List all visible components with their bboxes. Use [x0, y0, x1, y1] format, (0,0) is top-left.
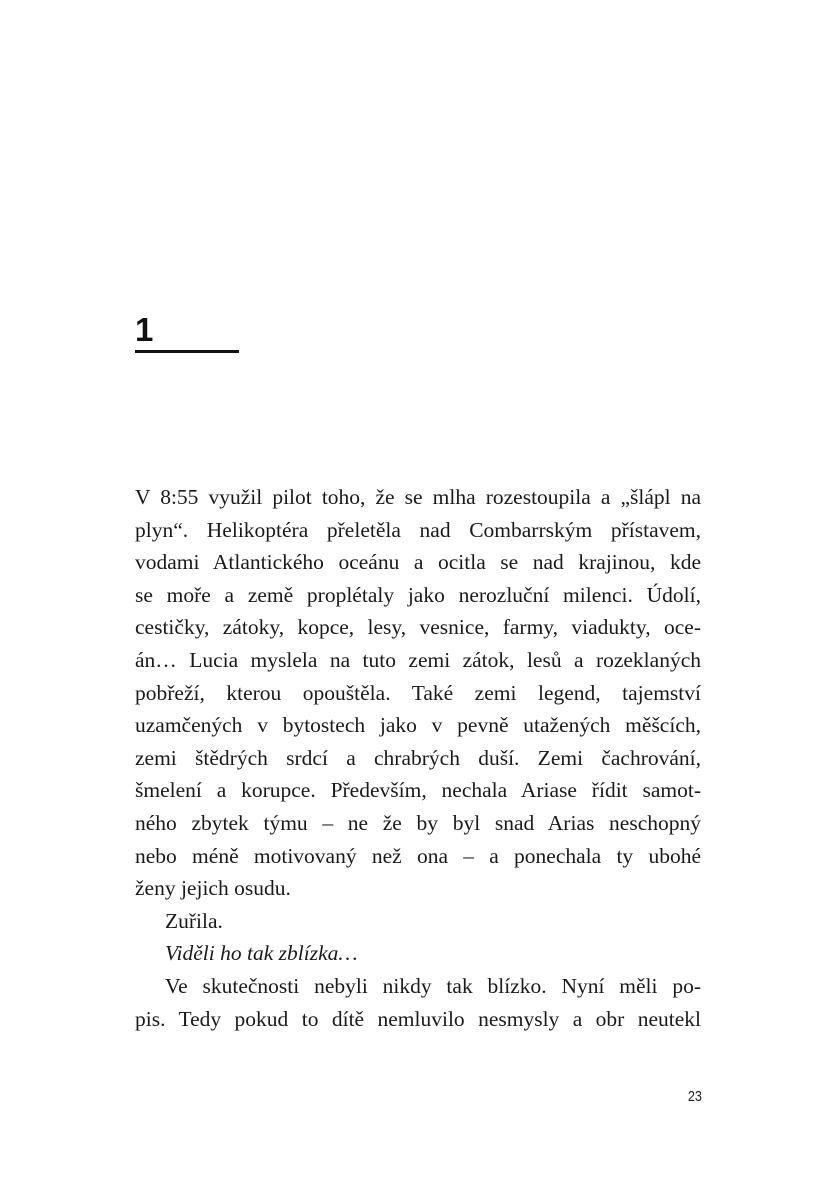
- text-line: cestičky, zátoky, kopce, lesy, vesnice, farmy, viadukty, oce-: [135, 615, 701, 640]
- text-line: nebo méně motivovaný než ona – a ponechala ty ubohé: [135, 843, 701, 868]
- text-line: plyn“. Helikoptéra přeletěla nad Combarrským přístavem,: [135, 517, 701, 542]
- text-line: se moře a země proplétaly jako nerozluční milenci. Údolí,: [135, 582, 701, 607]
- text-line: ženy jejich osudu.: [135, 876, 291, 901]
- text-line: vodami Atlantického oceánu a ocitla se nad krajinou, kde: [135, 550, 701, 575]
- body-text: [135, 481, 701, 1035]
- chapter-underline: [135, 350, 239, 353]
- text-line: pis. Tedy pokud to dítě nemluvilo nesmysly a obr neutekl: [135, 1006, 701, 1031]
- text-line: Zuřila.: [165, 908, 223, 933]
- text-line: pobřeží, kterou opouštěla. Také zemi legend, tajemství: [135, 680, 701, 705]
- text-line: án… Lucia myslela na tuto zemi zátok, lesů a rozeklaných: [135, 647, 701, 672]
- page-number: 23: [687, 1088, 702, 1105]
- text-line: ného zbytek týmu – ne že by byl snad Arias neschopný: [135, 810, 701, 835]
- text-line: šmelení a korupce. Především, nechala Ariase řídit samot-: [135, 778, 701, 803]
- text-line: zemi štědrých srdcí a chrabrých duší. Zemi čachrování,: [135, 745, 701, 770]
- text-line: uzamčených v bytostech jako v pevně utažených měšcích,: [135, 713, 701, 738]
- chapter-number: 1: [135, 311, 154, 348]
- text-line: V 8:55 využil pilot toho, že se mlha rozestoupila a „šlápl na: [135, 485, 701, 509]
- text-line: Ve skutečnosti nebyli nikdy tak blízko. Nyní měli po-: [165, 973, 701, 998]
- text-line-italic: Viděli ho tak zblízka…: [165, 941, 358, 966]
